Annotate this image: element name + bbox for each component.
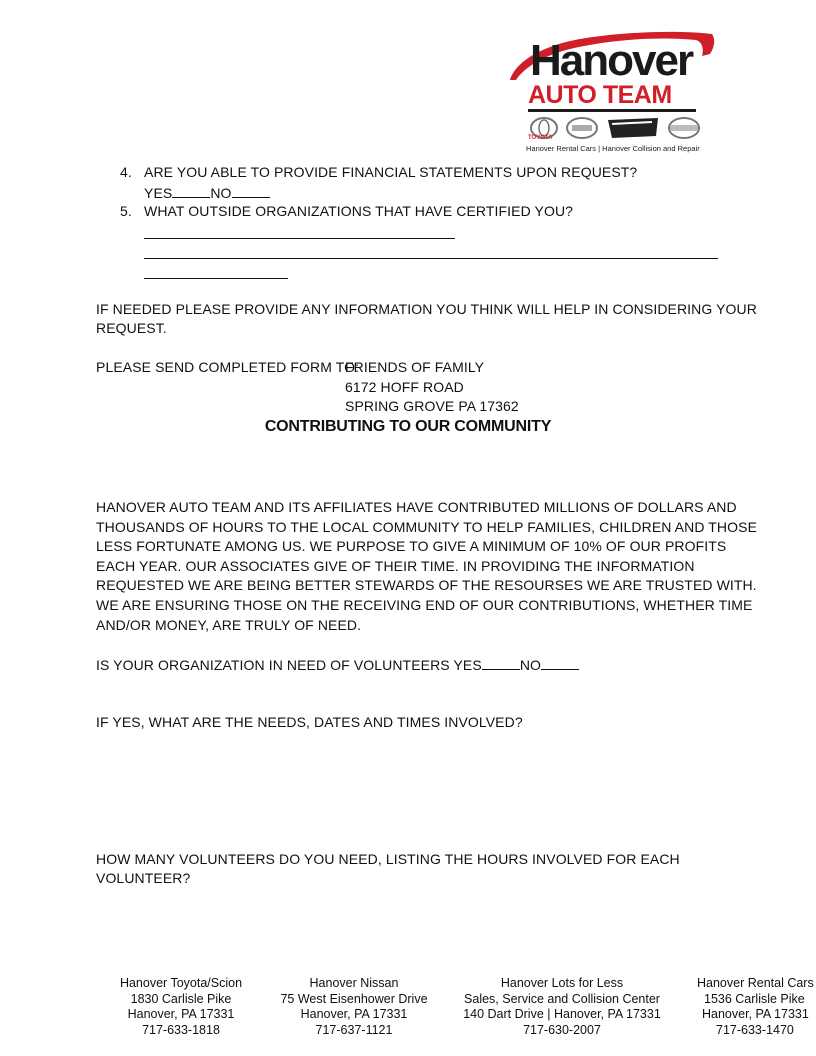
footer-city: Hanover, PA 17331 [127, 1007, 235, 1021]
dealer-badges-icon [528, 116, 700, 142]
footer-dealer-rental-cars [686, 976, 816, 1038]
how-many-question-line-2: VOLUNTEER? [96, 870, 191, 886]
logo-underline [528, 109, 696, 112]
yes-label: YES [144, 185, 173, 201]
footer-address: Sales, Service and Collision Center [464, 991, 660, 1006]
footer-phone: 717-633-1470 [716, 1022, 794, 1037]
footer-name: Hanover Nissan [309, 976, 399, 990]
footer-address: 1536 Carlisle Pike [704, 991, 805, 1006]
send-to-street: 6172 HOFF ROAD [345, 379, 464, 395]
community-paragraph [96, 498, 757, 635]
footer-city: Hanover, PA 17331 [300, 1007, 408, 1021]
paragraph-line: AND/OR MONEY, ARE TRULY OF NEED. [96, 616, 362, 633]
footer-name: Hanover Rental Cars [697, 976, 814, 990]
toyota-label: TOYOTA [528, 135, 553, 141]
send-to-label: PLEASE SEND COMPLETED FORM TO: [96, 359, 360, 375]
logo-dealers: Hanover Rental Cars | Hanover Collision and Repair [526, 144, 700, 153]
volunteers-question [96, 655, 579, 676]
answer-line-2[interactable] [144, 258, 718, 259]
footer-city: 140 Dart Drive | Hanover, PA 17331 [463, 1007, 661, 1021]
question-5-text: WHAT OUTSIDE ORGANIZATIONS THAT HAVE CERTIFIED YOU? [144, 203, 574, 219]
answer-line-3[interactable] [144, 278, 288, 279]
logo-brand: Hanover [530, 36, 693, 85]
needs-question: IF YES, WHAT ARE THE NEEDS, DATES AND TIMES INVOLVED? [96, 714, 523, 730]
footer-phone: 717-637-1121 [315, 1022, 393, 1037]
footer-name: Hanover Lots for Less [500, 976, 624, 990]
extra-info-line-2: REQUEST. [96, 320, 167, 336]
no-blank[interactable] [232, 183, 270, 198]
section-title: CONTRIBUTING TO OUR COMMUNITY [264, 418, 552, 435]
question-4-text: ARE YOU ABLE TO PROVIDE FINANCIAL STATEMENTS UPON REQUEST? [144, 164, 638, 180]
how-many-question-line-1: HOW MANY VOLUNTEERS DO YOU NEED, LISTING THE HOURS INVOLVED FOR EACH [96, 851, 680, 867]
volunteers-no-blank[interactable] [541, 655, 579, 670]
footer-address: 1830 Carlisle Pike [130, 991, 232, 1006]
hanover-auto-team-logo [506, 30, 718, 156]
footer-phone: 717-633-1818 [142, 1022, 220, 1037]
paragraph-line: REQUESTED WE ARE BEING BETTER STEWARDS OF THE RESOURSES WE ARE TRUSTED WITH. [96, 577, 757, 594]
answer-line-1[interactable] [144, 238, 455, 239]
paragraph-line: WE ARE ENSURING THOSE ON THE RECEIVING END OF OUR CONTRIBUTIONS, WHETHER TIME [96, 596, 753, 613]
footer-dealer-lots-for-less [454, 976, 670, 1038]
paragraph-line: LESS FORTUNATE AMONG US. WE PURPOSE TO GIVE A MINIMUM OF 10% OF OUR PROFITS [96, 538, 727, 555]
yes-blank[interactable] [172, 183, 210, 198]
logo-subtitle: AUTO TEAM [528, 81, 672, 109]
volunteers-yes-blank[interactable] [482, 655, 520, 670]
footer-dealer-nissan [270, 976, 438, 1038]
question-4-number: 4. [120, 164, 132, 180]
footer-phone: 717-630-2007 [523, 1022, 601, 1037]
volunteers-no-label: NO [519, 657, 542, 673]
footer-name: Hanover Toyota/Scion [119, 976, 243, 990]
send-to-name: FRIENDS OF FAMILY [345, 359, 485, 375]
footer-address: 75 West Eisenhower Drive [280, 991, 428, 1006]
question-4-answer [144, 183, 270, 204]
volunteers-yes-label: YES [453, 657, 482, 673]
no-label: NO [210, 185, 232, 201]
paragraph-line: THOUSANDS OF HOURS TO THE LOCAL COMMUNITY TO HELP FAMILIES, CHILDREN AND THOSE [96, 518, 758, 535]
footer-dealer-toyota [108, 976, 254, 1038]
paragraph-line: HANOVER AUTO TEAM AND ITS AFFILIATES HAVE CONTRIBUTED MILLIONS OF DOLLARS AND [96, 499, 737, 515]
extra-info-line-1: IF NEEDED PLEASE PROVIDE ANY INFORMATION YOU THINK WILL HELP IN CONSIDERING YOUR [96, 301, 757, 317]
question-5-number: 5. [120, 203, 132, 219]
paragraph-line: EACH YEAR. OUR ASSOCIATES GIVE OF THEIR TIME. IN PROVIDING THE INFORMATION [96, 557, 695, 574]
footer-city: Hanover, PA 17331 [702, 1007, 809, 1021]
volunteers-question-text: IS YOUR ORGANIZATION IN NEED OF VOLUNTEERS [96, 657, 450, 673]
send-to-city: SPRING GROVE PA 17362 [345, 398, 519, 414]
